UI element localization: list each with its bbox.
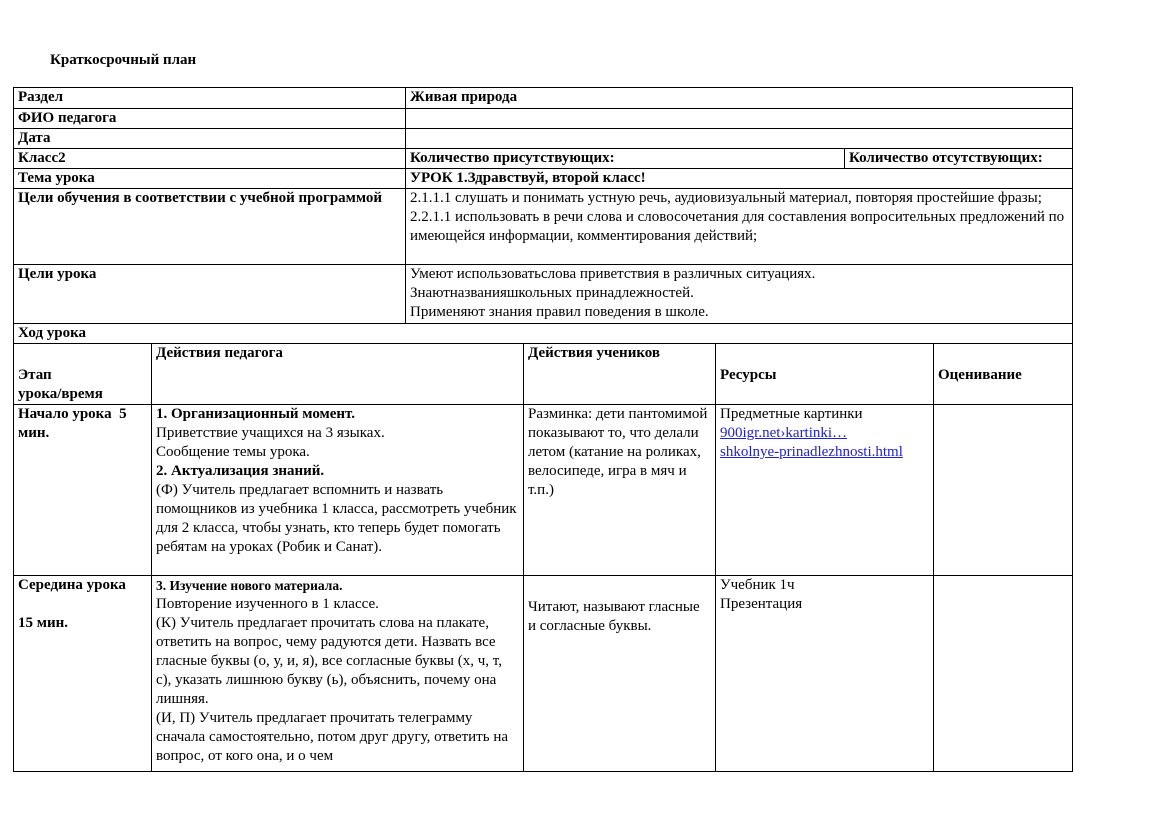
- header-teacher-actions: Действия педагога: [151, 344, 523, 404]
- header-stage-line2: урока/время: [18, 386, 103, 402]
- student-actions-start: Разминка: дети пантомимой показывают то, что делали летом (катание на роликах, велосипеде, игра в мяч и т.п.): [523, 405, 715, 575]
- lesson-goals-label: Цели урока: [18, 266, 97, 282]
- lesson-goals-value: [405, 265, 1072, 323]
- page-title: Краткосрочный план: [50, 52, 197, 68]
- teacher-start-heading-1: 1. Организационный момент.: [156, 406, 356, 422]
- teacher-start-text-1: Приветствие учащихся на 3 языках.: [156, 425, 385, 441]
- lesson-plan-table: [13, 87, 1073, 772]
- data-label: Дата: [18, 130, 51, 146]
- row-lesson-goals: [14, 264, 1072, 323]
- resources-middle: [715, 576, 933, 771]
- fio-label: ФИО педагога: [18, 110, 117, 126]
- lesson-row-start: [14, 404, 1072, 575]
- lesson-row-middle: [14, 575, 1072, 771]
- teacher-start-heading-2: 2. Актуализация знаний.: [156, 463, 325, 479]
- klass-label: Класс2: [18, 150, 66, 166]
- tema-value: УРОК 1.Здравствуй, второй класс!: [405, 169, 1072, 188]
- row-razdel: [14, 88, 1072, 108]
- student-actions-middle: Читают, называют гласные и согласные буквы.: [523, 576, 715, 771]
- resources-middle-text-2: Презентация: [720, 596, 803, 612]
- row-learning-goals: [14, 188, 1072, 264]
- teacher-middle-text-1: Повторение изученного в 1 классе.: [156, 596, 379, 612]
- lesson-goal-2: Знаютназванияшкольных принадлежностей.: [410, 285, 694, 301]
- stage-middle: [14, 576, 151, 771]
- learning-goal-1: 2.1.1.1 слушать и понимать устную речь, аудиовизуальный материал, повторяя простейшие фразы;: [410, 190, 1042, 206]
- lesson-goal-3: Применяют знания правил поведения в школе.: [410, 304, 709, 320]
- header-resources: Ресурсы: [715, 344, 933, 404]
- learning-goal-2: 2.2.1.1 использовать в речи слова и словосочетания для составления вопросительных предложений по имеющейся информации, комментирования действий;: [410, 209, 1065, 244]
- razdel-label: Раздел: [18, 89, 64, 105]
- row-hod-uroka: [14, 323, 1072, 343]
- assessment-start: [933, 405, 1072, 575]
- teacher-middle-heading: 3. Изучение нового материала.: [156, 578, 343, 593]
- teacher-actions-start: [151, 405, 523, 575]
- tema-label: Тема урока: [18, 170, 95, 186]
- teacher-actions-middle: [151, 576, 523, 771]
- razdel-value: Живая природа: [405, 88, 1072, 108]
- present-label: Количество присутствующих:: [405, 149, 844, 168]
- resources-start-text: Предметные картинки: [720, 406, 863, 422]
- header-stage-line1: Этап: [18, 367, 52, 383]
- stage-middle-line2: 15 мин.: [18, 615, 69, 631]
- teacher-middle-text-3: (И, П) Учитель предлагает прочитать телеграмму сначала самостоятельно, потом друг другу, ответить на вопрос, от кого она, и о чем: [156, 710, 509, 764]
- lesson-goal-1: Умеют использоватьслова приветствия в различных ситуациях.: [410, 266, 816, 282]
- resource-link-part1[interactable]: 900igr.net›kartinki…: [720, 425, 848, 441]
- stage-middle-line1: Середина урока: [18, 577, 126, 593]
- resource-link-part2[interactable]: shkolnye-prinadlezhnosti.html: [720, 444, 903, 460]
- fio-value: [405, 109, 1072, 128]
- header-stage: [14, 344, 151, 404]
- learning-goals-value: [405, 189, 1072, 264]
- resources-start: [715, 405, 933, 575]
- data-value: [405, 129, 1072, 148]
- learning-goals-label: Цели обучения в соответствии с учебной программой: [18, 190, 383, 206]
- row-klass: [14, 148, 1072, 168]
- absent-label: Количество отсутствующих:: [844, 149, 1072, 168]
- row-fio: [14, 108, 1072, 128]
- row-tema: [14, 168, 1072, 188]
- resources-middle-text-1: Учебник 1ч: [720, 577, 795, 593]
- assessment-middle: [933, 576, 1072, 771]
- hod-uroka-label: Ход урока: [18, 325, 87, 341]
- stage-start: Начало урока 5 мин.: [18, 406, 131, 441]
- row-data: [14, 128, 1072, 148]
- teacher-middle-text-2: (К) Учитель предлагает прочитать слова на плакате, ответить на вопрос, чему радуются дети. Назвать все гласные буквы (о, у, и, я), все согласные буквы (х, ч, т, с), указать лишнюю букву (ь), объяснить, почему она лишняя.: [156, 615, 502, 707]
- header-assessment: Оценивание: [933, 344, 1072, 404]
- teacher-start-text-3: (Ф) Учитель предлагает вспомнить и назвать помощников из учебника 1 класса, рассмотреть учебник для 2 класса, чтобы узнать, кто теперь будет помогать ребятам на уроках (Робик и Санат).: [156, 482, 517, 555]
- teacher-start-text-2: Сообщение темы урока.: [156, 444, 310, 460]
- header-student-actions: Действия учеников: [523, 344, 715, 404]
- lesson-header-row: [14, 343, 1072, 404]
